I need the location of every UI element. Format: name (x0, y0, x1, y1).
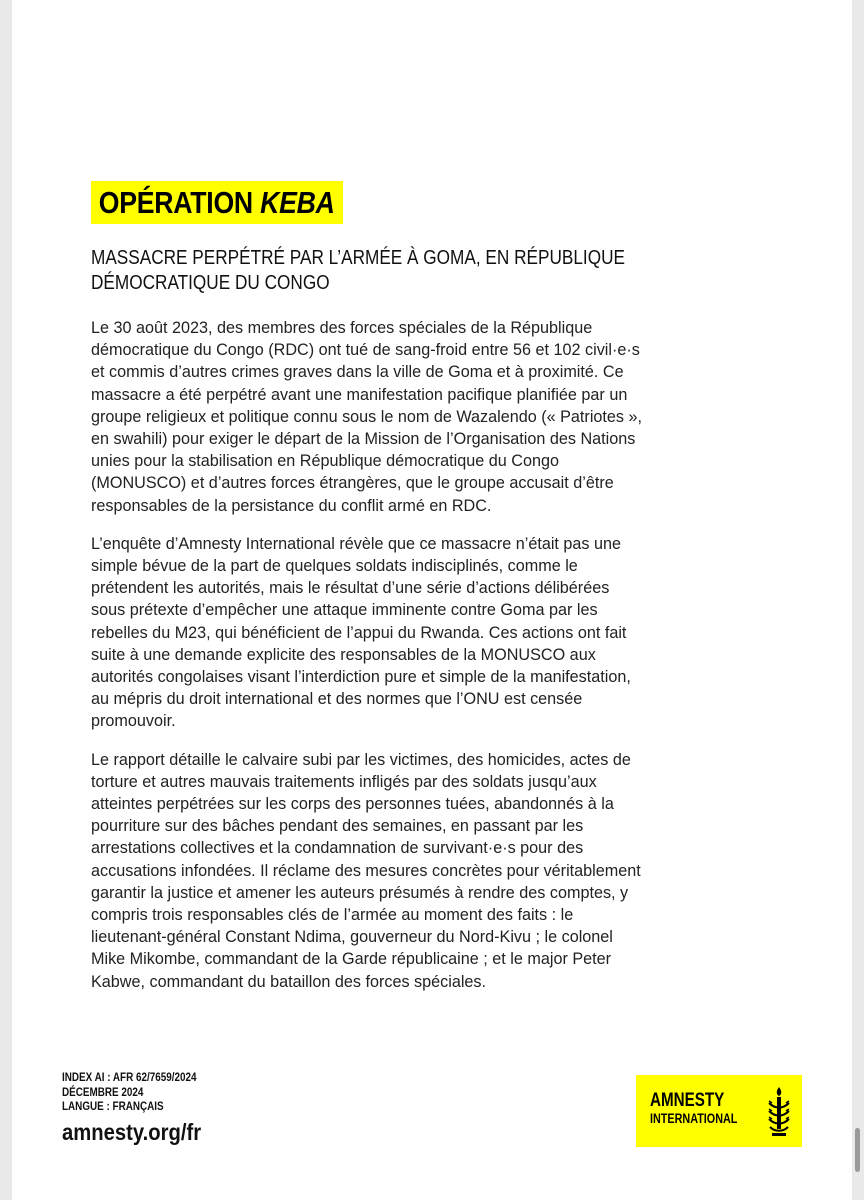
summary-body (91, 317, 751, 1009)
text-line: sous prétexte d’empêcher une attaque imminente contre Goma par les (91, 601, 598, 620)
text-line: groupe religieux et politique connu sous le nom de Wazalendo (« Patriotes », (91, 407, 643, 426)
text-line: torture et autres mauvais traitements infligés par des soldats jusqu’aux (91, 772, 597, 791)
text-line: promouvoir. (91, 712, 176, 731)
title-prefix: OPÉRATION (98, 185, 253, 220)
text-line: Le 30 août 2023, des membres des forces spéciales de la République (91, 319, 593, 337)
report-subtitle (91, 246, 651, 296)
paragraph-2 (91, 533, 751, 733)
subtitle-line: MASSACRE PERPÉTRÉ PAR L’ARMÉE À GOMA, EN RÉPUBLIQUE (91, 247, 625, 269)
logo-line-2: INTERNATIONAL (650, 1111, 738, 1126)
text-line: garantir la justice et amener les auteurs présumés à rendre des comptes, y (91, 883, 629, 902)
scrollbar-thumb[interactable] (855, 1128, 860, 1172)
document-page (12, 0, 852, 1200)
text-line: autorités congolaises visant l’interdiction pure et simple de la manifestation, (91, 668, 631, 687)
text-line: suite à une demande explicite des responsables de la MONUSCO aux (91, 645, 596, 664)
logo-line-1: AMNESTY (650, 1090, 725, 1111)
text-line: L’enquête d’Amnesty International révèle que ce massacre n’était pas une (91, 534, 622, 553)
candle-barbed-wire-icon (766, 1085, 792, 1139)
publication-date: DÉCEMBRE 2024 (62, 1086, 144, 1099)
text-line: unies pour la stabilisation en République démocratique du Congo (91, 452, 559, 471)
title-emphasis: KEBA (260, 185, 335, 220)
text-line: prétendent les autorités, mais le résultat d’une série d’actions délibérées (91, 579, 610, 598)
text-line: compris trois responsables clés de l’armée au moment des faits : le (91, 906, 574, 925)
text-line: Mike Mikombe, commandant de la Garde républicaine ; et le major Peter (91, 950, 612, 969)
text-line: rebelles du M23, qui bénéficient de l’appui du Rwanda. Ces actions ont fait (91, 623, 627, 642)
text-line: et commis d’autres crimes graves dans la ville de Goma et à proximité. Ce (91, 363, 624, 382)
publication-meta (62, 1071, 196, 1115)
report-title (91, 181, 343, 224)
text-line: Kabwe, commandant du bataillon des forces spéciales. (91, 972, 487, 991)
text-line: pourriture sur des bâches pendant des semaines, en passant par les (91, 817, 584, 836)
website-link[interactable]: amnesty.org/fr (62, 1119, 202, 1145)
text-line: simple bévue de la part de quelques soldats indisciplinés, comme le (91, 557, 578, 576)
language-label: LANGUE : FRANÇAIS (62, 1101, 164, 1113)
subtitle-line: DÉMOCRATIQUE DU CONGO (91, 272, 330, 294)
logo-wordmark (650, 1091, 737, 1127)
text-line: en swahili) pour exiger le départ de la Mission de l’Organisation des Nations (91, 430, 636, 449)
text-line: au mépris du droit international et des normes que l’ONU est censée (91, 690, 583, 709)
text-line: démocratique du Congo (RDC) ont tué de sang-froid entre 56 et 102 civil·e·s (91, 341, 640, 360)
text-line: lieutenant-général Constant Ndima, gouverneur du Nord-Kivu ; le colonel (91, 928, 613, 947)
text-line: arrestations collectives et la condamnation de survivant·e·s pour des (91, 839, 584, 858)
text-line: (MONUSCO) et d’autres forces étrangères, que le groupe accusait d’être (91, 474, 614, 493)
amnesty-logo (636, 1075, 802, 1147)
text-line: atteintes perpétrées sur les corps des personnes tuées, abandonnés à la (91, 795, 614, 814)
text-line: responsables de la persistance du conflit armé en RDC. (91, 496, 492, 515)
paragraph-3 (91, 749, 751, 993)
text-line: accusations infondées. Il réclame des mesures concrètes pour véritablement (91, 861, 641, 880)
text-line: massacre a été perpétré avant une manifestation pacifique planifiée par un (91, 385, 628, 404)
paragraph-1 (91, 317, 751, 517)
text-line: Le rapport détaille le calvaire subi par les victimes, des homicides, actes de (91, 750, 631, 769)
index-reference: INDEX AI : AFR 62/7659/2024 (62, 1072, 197, 1084)
